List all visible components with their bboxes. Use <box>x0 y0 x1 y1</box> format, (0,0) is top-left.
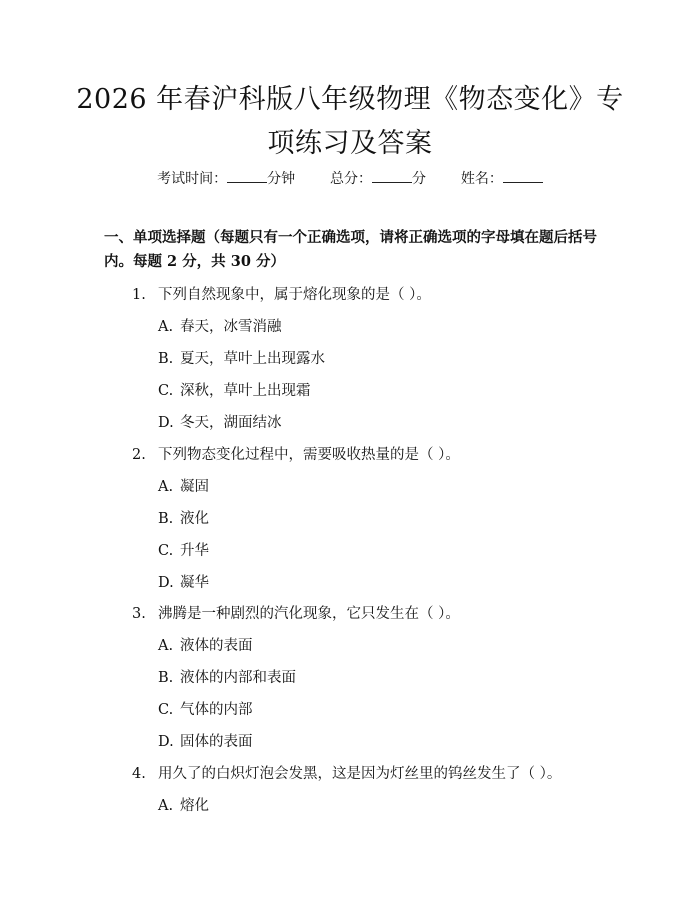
option-4a <box>158 794 209 815</box>
option-2a <box>158 475 209 496</box>
exam-meta-line <box>0 168 700 188</box>
option-text: 夏天，草叶上出现露水 <box>180 351 325 367</box>
option-text: 冬天，湖面结冰 <box>180 415 282 431</box>
option-text: 熔化 <box>180 798 209 814</box>
question-text: 下列物态变化过程中，需要吸收热量的是（ ）。 <box>158 447 460 463</box>
score-blank <box>372 170 412 183</box>
question-number: 4. <box>132 766 146 782</box>
option-letter: C. <box>158 383 174 399</box>
document-title: 2026 年春沪科版八年级物理《物态变化》专项练习及答案 <box>76 84 624 159</box>
option-1b <box>158 347 325 368</box>
option-letter: B. <box>158 351 174 367</box>
time-label: 考试时间： <box>157 171 228 187</box>
option-letter: A. <box>158 798 174 814</box>
option-letter: A. <box>158 638 174 654</box>
score-label: 总分： <box>330 171 372 187</box>
question-3 <box>132 602 460 623</box>
question-2 <box>132 443 460 464</box>
option-text: 气体的内部 <box>180 702 253 718</box>
option-text: 液化 <box>180 511 209 527</box>
name-label: 姓名： <box>460 171 503 187</box>
option-text: 凝华 <box>180 575 209 591</box>
option-2b <box>158 507 209 528</box>
option-text: 固体的表面 <box>180 734 253 750</box>
option-1d <box>158 411 282 432</box>
option-3c <box>158 698 253 719</box>
question-text: 用久了的白炽灯泡会发黑，这是因为灯丝里的钨丝发生了（ ）。 <box>158 766 562 782</box>
option-letter: C. <box>158 543 174 559</box>
question-number: 1. <box>132 287 146 303</box>
option-1c <box>158 379 311 400</box>
question-text: 下列自然现象中，属于熔化现象的是（ ）。 <box>158 287 431 303</box>
option-text: 深秋，草叶上出现霜 <box>180 383 311 399</box>
question-number: 3. <box>132 606 146 622</box>
option-letter: A. <box>158 479 174 495</box>
time-blank <box>227 170 267 183</box>
option-letter: C. <box>158 702 174 718</box>
time-unit: 分钟 <box>267 171 296 187</box>
option-3d <box>158 730 253 751</box>
option-letter: D. <box>158 415 174 431</box>
question-text: 沸腾是一种剧烈的汽化现象，它只发生在（ ）。 <box>158 606 460 622</box>
option-letter: B. <box>158 670 174 686</box>
name-blank <box>503 170 543 183</box>
option-2d <box>158 571 209 592</box>
option-text: 升华 <box>180 543 209 559</box>
section-heading: 一、单项选择题（每题只有一个正确选项，请将正确选项的字母填在题后括号内。每题 2 分，共 30 分） <box>104 229 597 270</box>
option-text: 春天，冰雪消融 <box>180 319 282 335</box>
question-4 <box>132 762 561 783</box>
option-text: 凝固 <box>180 479 209 495</box>
question-1 <box>132 283 431 304</box>
option-text: 液体的表面 <box>180 638 253 654</box>
option-2c <box>158 539 209 560</box>
option-text: 液体的内部和表面 <box>180 670 296 686</box>
option-letter: A. <box>158 319 174 335</box>
option-letter: B. <box>158 511 174 527</box>
option-3b <box>158 666 296 687</box>
option-1a <box>158 315 282 336</box>
score-unit: 分 <box>412 171 426 187</box>
option-letter: D. <box>158 575 174 591</box>
question-number: 2. <box>132 447 146 463</box>
option-3a <box>158 634 253 655</box>
option-letter: D. <box>158 734 174 750</box>
